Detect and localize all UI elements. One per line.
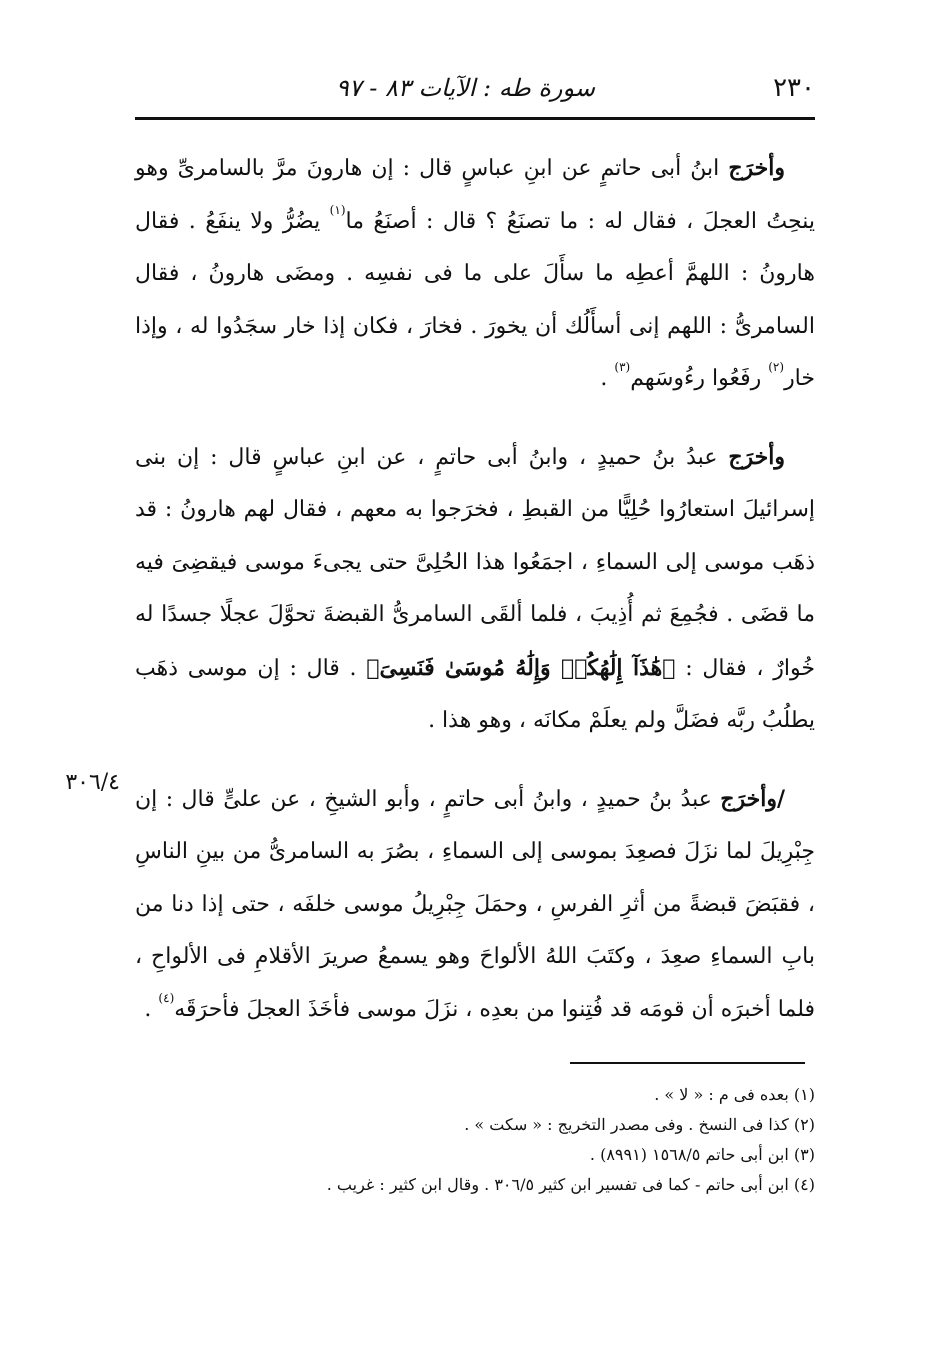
running-title: سورة طه : الآيات ٨٣ - ٩٧ [335, 74, 595, 102]
footnotes [135, 1080, 815, 1200]
footnote-ref-2: (٢) [768, 360, 785, 374]
footnote-3: (٣) ابن أبى حاتم ١٥٦٨/٥ (٨٩٩١) . [589, 1145, 815, 1164]
paragraph-text: رفَعُوا رءُوسَهم [630, 366, 769, 391]
paragraph-1 [135, 142, 815, 406]
paragraph-text: . قال : إن موسى ذهَب يطلُبُ ربَّه فضَلَّ ولم يعلَمْ مكانَه ، وهو هذا . [135, 655, 815, 733]
paragraph-text: عبدُ بنُ حميدٍ ، وابنُ أبى حاتمٍ ، وأبو الشيخِ ، عن علىٍّ قال : إن جِبْرِيلَ لما نزَلَ فصعِدَ بموسى إلى السماءِ ، بصُرَ به السامرىُّ من بينِ الناسِ ، فقبَضَ قبضةً من أثرِ الفرسِ ، وحمَلَ جِبْرِيلُ موسى خلفَه ، حتى إذا دنا من بابِ السماءِ صعِدَ ، وكتَبَ اللهُ الألواحَ وهو يسمعُ صريرَ الأقلامِ فى الألواحِ ، فلما أخبرَه أن قومَه قد فُتِنوا من بعدِه ، نزَلَ موسى فأخَذَ العجلَ فأحرَقَه [135, 786, 815, 1022]
footnote-ref-3: (٣) [614, 360, 631, 374]
page-number: ٢٣٠ [773, 73, 815, 103]
paragraph-lead: وأخرَج [728, 155, 785, 181]
page-header [135, 68, 815, 108]
paragraph-lead: /وأخرَج [720, 785, 785, 812]
paragraph-text: ابنُ أبى حاتمٍ عن ابنِ عباسٍ قال : إن هارونَ مرَّ بالسامرىِّ وهو ينحِتُ العجلَ ، فقال له : ما تصنَعُ ؟ قال : أصنَعُ ما [135, 156, 816, 234]
footnote-4: (٤) ابن أبى حاتم - كما فى تفسير ابن كثير ٣٠٦/٥ . وقال ابن كثير : غريب . [326, 1175, 815, 1194]
paragraph-text: . [144, 996, 159, 1022]
main-text [135, 142, 815, 1061]
header-rule [135, 117, 815, 120]
paragraph-text: يضُرُّ ولا ينفَعُ . فقال هارونُ : اللهمَّ أعطِه ما سأَلَ على ما فى نفسِه . ومضَى هارونُ ، فقال السامرىُّ : اللهم إنى أسأَلُك أن يخورَ . فخارَ ، فكان إذا خار سجَدُوا له ، وإذا خار [135, 208, 815, 391]
paragraph-2 [135, 431, 815, 748]
footnote-2: (٢) كذا فى النسخ . وفى مصدر التخريج : « سكت » . [464, 1115, 815, 1134]
margin-note-text: ٣٠٦/٤ [65, 770, 120, 795]
quran-verse: ﴿هَٰذَآ إِلَٰهُكُمۡ وَإِلَٰهُ مُوسَىٰ فَنَسِىَ﴾ [366, 654, 676, 681]
footnote-1: (١) بعده فى م : « لا » . [654, 1085, 815, 1104]
footnote-ref-4: (٤) [158, 990, 175, 1005]
footnote-rule [570, 1062, 805, 1064]
paragraph-3 [135, 773, 815, 1037]
footnote-ref-1: (١) [329, 202, 346, 217]
paragraph-text: عبدُ بنُ حميدٍ ، وابنُ أبى حاتمٍ ، عن ابنِ عباسٍ قال : إن بنى إسرائيلَ استعارُوا حُلِيًّا من القبطِ ، فخرَجوا به معهم ، فقال لهم هارونُ : قد ذهَب موسى إلى السماءِ ، اجمَعُوا هذا الحُلِىَّ حتى يجىءَ موسى فيقضِىَ فيه ما قضَى . فجُمِعَ ثم أُذِيبَ ، فلما ألقَى السامرىُّ القبضةَ تحوَّلَ عجلًا جسدًا له خُوارٌ ، فقال : [135, 444, 815, 681]
paragraph-text: . [600, 366, 615, 391]
paragraph-lead: وأخرَج [728, 443, 785, 470]
